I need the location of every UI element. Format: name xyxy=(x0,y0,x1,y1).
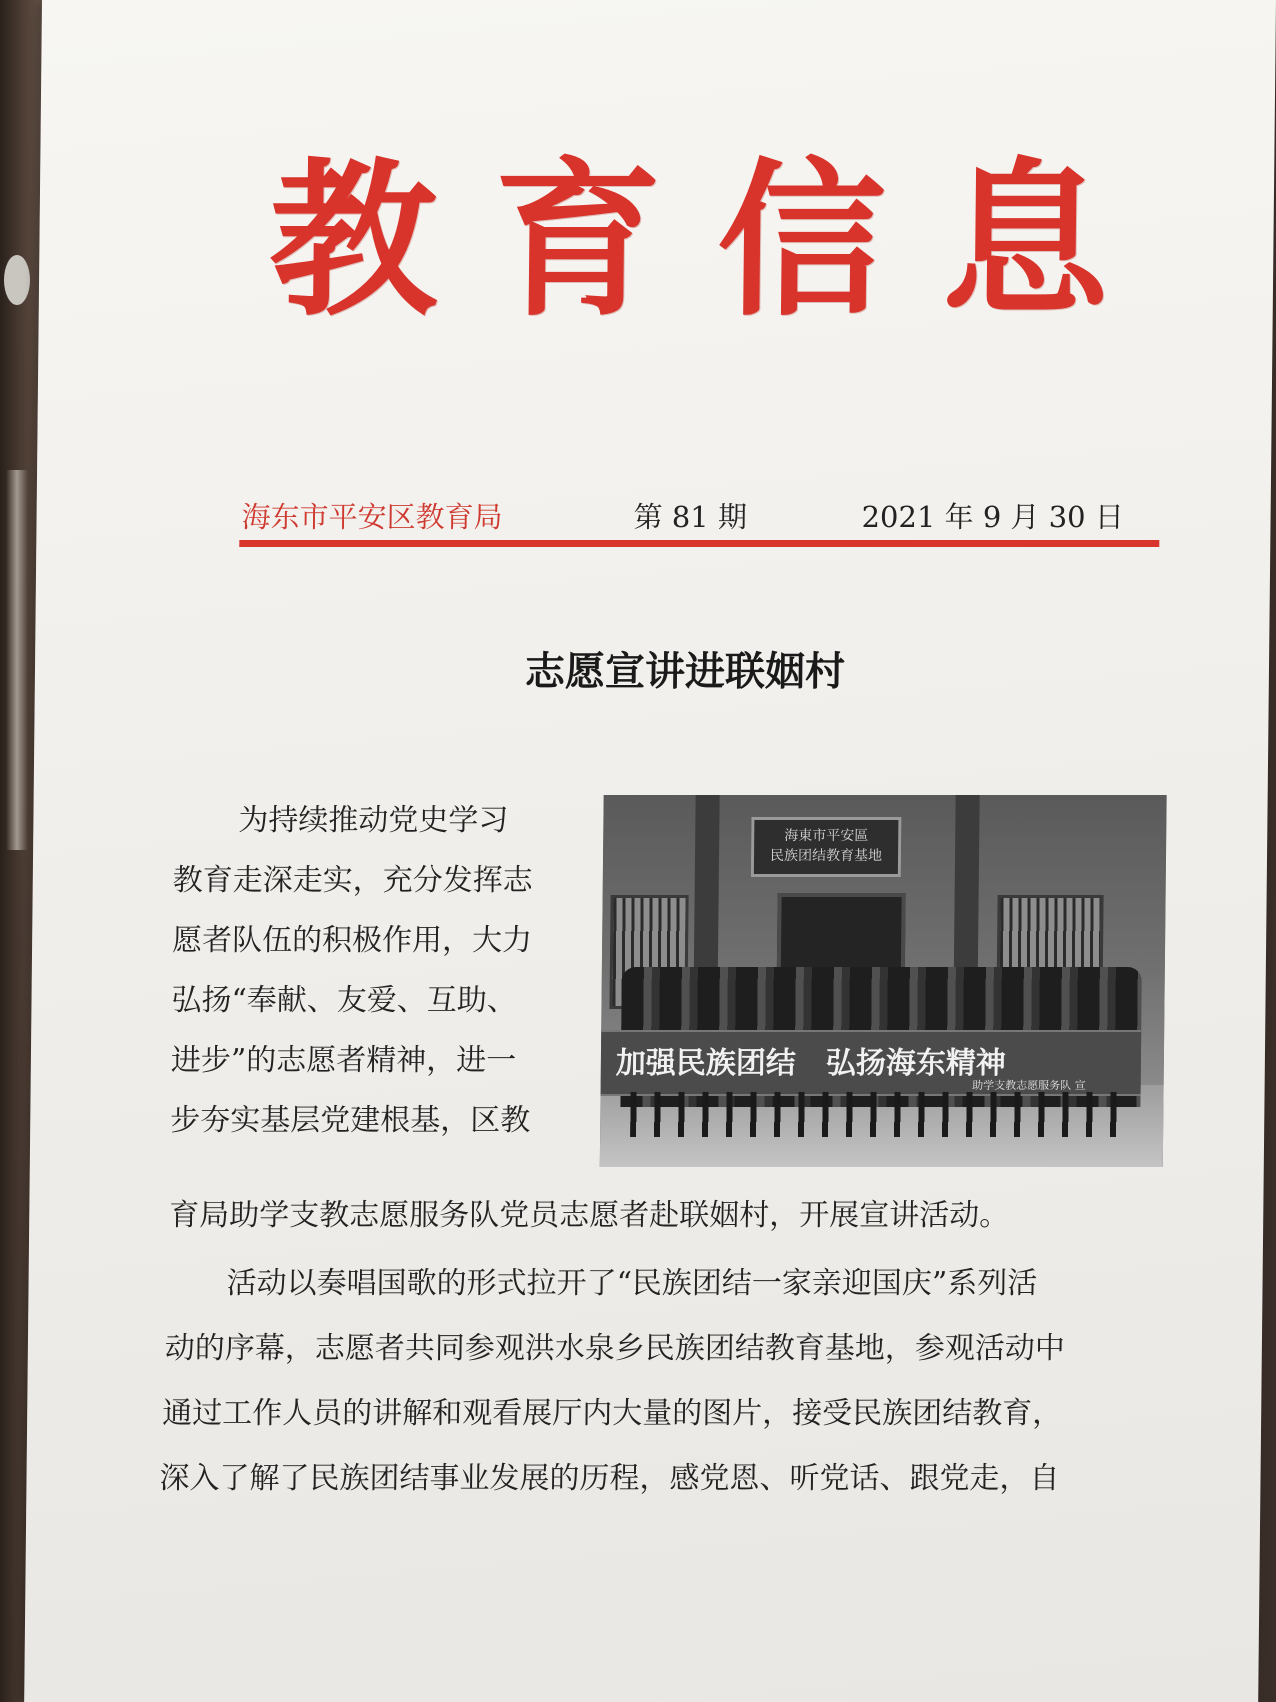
masthead-char: 信 xyxy=(716,141,887,339)
background-glint xyxy=(6,470,28,850)
photo-sign xyxy=(751,817,902,877)
photo-banner-text: 加强民族团结 弘扬海东精神 xyxy=(615,1046,1007,1081)
issue-line xyxy=(241,495,1161,541)
paragraph-line: 弘扬“奉献、友爱、互助、 xyxy=(171,983,518,1018)
article-photo xyxy=(600,795,1167,1167)
photo-banner xyxy=(601,1030,1142,1096)
photo-banner-subtext: 助学支教志愿服务队 宣 xyxy=(972,1079,1086,1092)
document-page xyxy=(24,0,1276,1702)
photo-sign-line: 民族团结教育基地 xyxy=(769,848,883,864)
paragraph-line: 教育走深走实，充分发挥志 xyxy=(172,863,533,898)
paragraph-line: 步夯实基层党建根基，区教 xyxy=(170,1103,531,1138)
masthead-char: 息 xyxy=(940,141,1111,339)
issue-date: 2021 年 9 月 30 日 xyxy=(861,500,1125,534)
photo-group-legs xyxy=(630,1092,1130,1137)
paragraph-line: 育局助学支教志愿服务队党员志愿者赴联姻村，开展宣讲活动。 xyxy=(169,1198,1010,1233)
article-title: 志愿宣讲进联姻村 xyxy=(524,649,846,695)
paragraph-line: 动的序幕，志愿者共同参观洪水泉乡民族团结教育基地，参观活动中 xyxy=(164,1331,1066,1366)
photo-sign-line: 海東市平安區 xyxy=(784,828,869,844)
paragraph-line: 活动以奏唱国歌的形式拉开了“民族团结一家亲迎国庆”系列活 xyxy=(226,1266,1038,1301)
masthead-char: 育 xyxy=(492,141,663,339)
background-object xyxy=(4,255,30,305)
masthead-char: 教 xyxy=(268,141,439,339)
masthead-title xyxy=(268,141,1111,339)
paragraph-line: 进步”的志愿者精神，进一 xyxy=(170,1043,517,1078)
issue-number: 第 81 期 xyxy=(633,500,748,534)
red-divider xyxy=(239,540,1159,547)
paragraph-line: 深入了解了民族团结事业发展的历程，感党恩、听党话、跟党走，自 xyxy=(159,1461,1060,1496)
paragraph-line: 通过工作人员的讲解和观看展厅内大量的图片，接受民族团结教育， xyxy=(162,1396,1063,1431)
paragraph-line: 为持续推动党史学习 xyxy=(238,803,509,838)
paragraph-line: 愿者队伍的积极作用，大力 xyxy=(171,923,533,958)
issuer: 海东市平安区教育局 xyxy=(241,500,503,534)
